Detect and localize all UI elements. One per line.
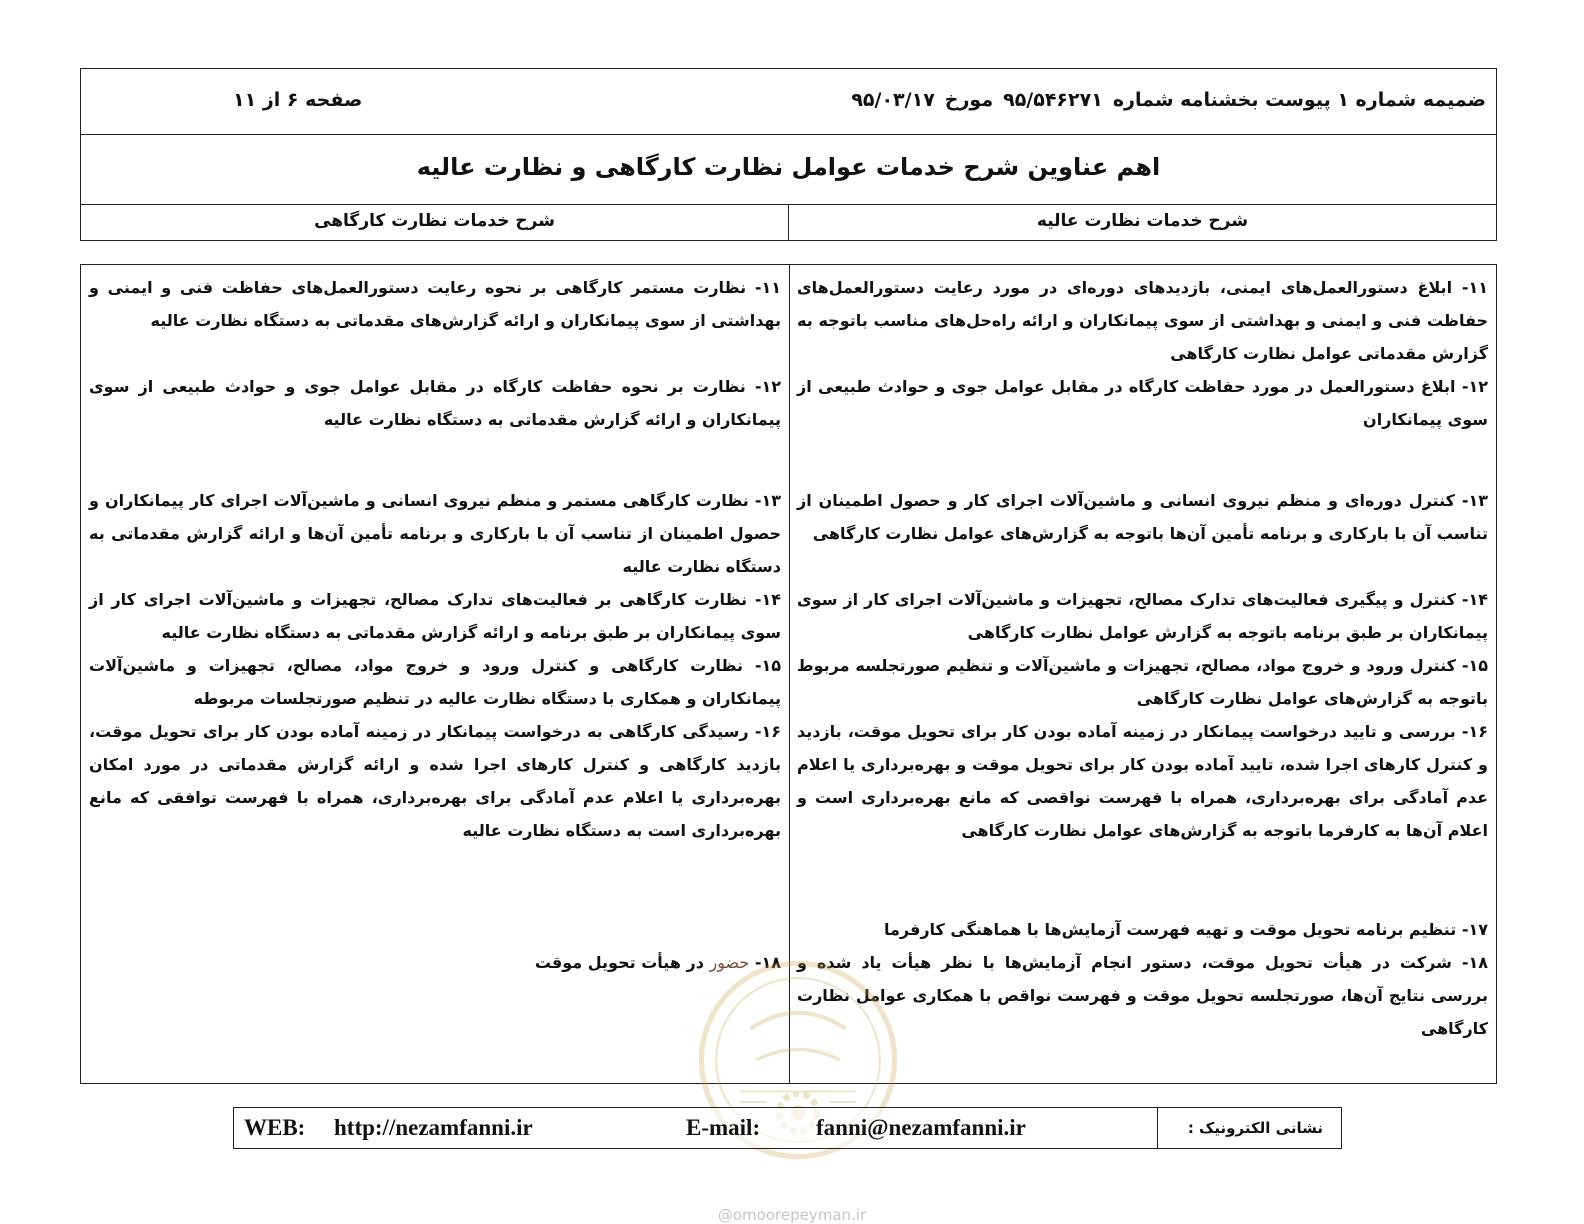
high-supervision-item-16: ۱۶- بررسی و تایید درخواست پیمانکار در زمینه آماده بودن کار برای تحویل موقت، بازدید و کنترل کارهای اجرا شده، تایید آماده بودن کار برای تحویل موقت و بهره‌برداری یا اعلام عدم آمادگی برای بهره‌برداری، همراه با فهرست نواقصی که مانع بهره‌برداری است و اعلام آن‌ها به کارفرما باتوجه به گزارش‌های عوامل نظارت کارگاهی [797,722,1488,840]
header-table [80,68,1497,241]
site-supervision-item-11: ۱۱- نظارت مستمر کارگاهی بر نحوه رعایت دستورالعمل‌های حفاظت فنی و ایمنی و بهداشتی از سوی پیمانکاران و ارائه گزارش‌های مقدماتی به دستگاه نظارت عالیه [89,278,781,330]
column-header-high-supervision: شرح خدمات نظارت عالیه [1036,211,1249,231]
site-supervision-item-16: ۱۶- رسیدگی کارگاهی به درخواست پیمانکار در زمینه آماده بودن کار برای تحویل موقت، بازدید کارگاهی و کنترل کارهای اجرا شده و ارائه گزارش مقدماتی در مورد امکان بهره‌برداری یا اعلام عدم آمادگی برای بهره‌برداری، همراه با فهرست توافقی که مانع بهره‌برداری است به دستگاه نظارت عالیه [89,722,781,840]
web-label: WEB: [244,1115,306,1140]
site-supervision-item-15: ۱۵- نظارت کارگاهی و کنترل ورود و خروج مواد، مصالح، تجهیزات و ماشین‌آلات پیمانکاران و همکاری با دستگاه نظارت عالیه در تنظیم صورتجلسات مربوطه [89,656,781,708]
email-key-label: E-mail: [686,1115,761,1140]
high-supervision-item-12: ۱۲- ابلاغ دستورالعمل در مورد حفاظت کارگاه در مقابل عوامل جوی و حوادث طبیعی از سوی پیمانکاران [797,377,1488,429]
high-supervision-item-11: ۱۱- ابلاغ دستورالعمل‌های ایمنی، بازدیدهای دوره‌ای در مورد رعایت دستورالعمل‌های حفاظت فنی و ایمنی و بهداشتی از سوی پیمانکاران و ارائه راه‌حل‌های مناسب باتوجه به گزارش مقدماتی عوامل نظارت کارگاهی [797,278,1488,363]
site-supervision-item-12: ۱۲- نظارت بر نحوه حفاظت کارگاه در مقابل عوامل جوی و حوادث طبیعی از سوی پیمانکاران و ارائه گزارش مقدماتی به دستگاه نظارت عالیه [89,377,781,429]
circular-number: ۹۵/۵۴۶۲۷۱ [1003,89,1103,111]
item-18-rest: در هیأت تحویل موقت [534,953,704,972]
column-header-row [81,205,1496,240]
site-supervision-item-14: ۱۴- نظارت کارگاهی بر فعالیت‌های تدارک مصالح، تجهیزات و ماشین‌آلات اجرای کار از سوی پیمانکاران بر طبق برنامه و ارائه گزارش مقدماتی به دستگاه نظارت عالیه [89,590,781,642]
high-supervision-item-14: ۱۴- کنترل و پیگیری فعالیت‌های تدارک مصالح، تجهیزات و ماشین‌آلات اجرای کار از سوی پیمانکاران بر طبق برنامه باتوجه به گزارش عوامل نظارت کارگاهی [797,590,1488,642]
header-info-row [81,69,1496,135]
page-title: اهم عناوین شرح خدمات عوامل نظارت کارگاهی و نظارت عالیه [416,153,1161,181]
high-supervision-item-18: ۱۸- شرکت در هیأت تحویل موقت، دستور انجام آزمایش‌ها با نظر هیأت یاد شده و بررسی نتایج آن‌ها، صورتجلسه تحویل موقت و فهرست نواقص با همکاری عوامل نظارت کارگاهی [797,953,1488,1038]
annex-reference [841,89,1486,111]
date-value: ۹۵/۰۳/۱۷ [851,89,935,111]
date-label: مورخ [944,89,994,111]
high-supervision-item-13: ۱۳- کنترل دوره‌ای و منظم نیروی انسانی و ماشین‌آلات اجرای کار و حصول اطمینان از تناسب آن با بارکاری و برنامه تأمین آن‌ها باتوجه به گزارش‌های عوامل نظارت کارگاهی [797,491,1488,543]
email-address-label: نشانی الکترونیک : [1157,1108,1341,1148]
column-header-site-supervision: شرح خدمات نظارت کارگاهی [81,205,789,240]
site-supervision-item-13: ۱۳- نظارت کارگاهی مستمر و منظم نیروی انسانی و ماشین‌آلات اجرای کار پیمانکاران و حصول اطمینان از تناسب آن با بارکاری و برنامه تأمین آن‌ها و ارائه گزارش مقدماتی به دستگاه نظارت عالیه [89,491,781,576]
high-supervision-item-17: ۱۷- تنظیم برنامه تحویل موقت و تهیه فهرست آزمایش‌ها با هماهنگی کارفرما [883,920,1488,939]
item-18-highlight: حضور [709,953,750,972]
web-link[interactable]: http://nezamfanni.ir [334,1115,533,1140]
annex-label: ضمیمه شماره ۱ پیوست بخشنامه شماره [1112,89,1486,111]
title-row [81,135,1496,205]
footer-contact-box [233,1107,1342,1149]
email-link[interactable]: fanni@nezamfanni.ir [816,1115,1026,1140]
page-info: صفحه ۶ از ۱۱ [233,89,363,111]
site-supervision-item-18 [81,946,789,979]
item-18-number: ۱۸- [754,953,781,972]
site-watermark: @omoorepeyman.ir [717,1206,867,1224]
high-supervision-item-15: ۱۵- کنترل ورود و خروج مواد، مصالح، تجهیزات و ماشین‌آلات و تنظیم صورتجلسه مربوط باتوجه به گزارش‌های عوامل نظارت کارگاهی [797,656,1488,708]
